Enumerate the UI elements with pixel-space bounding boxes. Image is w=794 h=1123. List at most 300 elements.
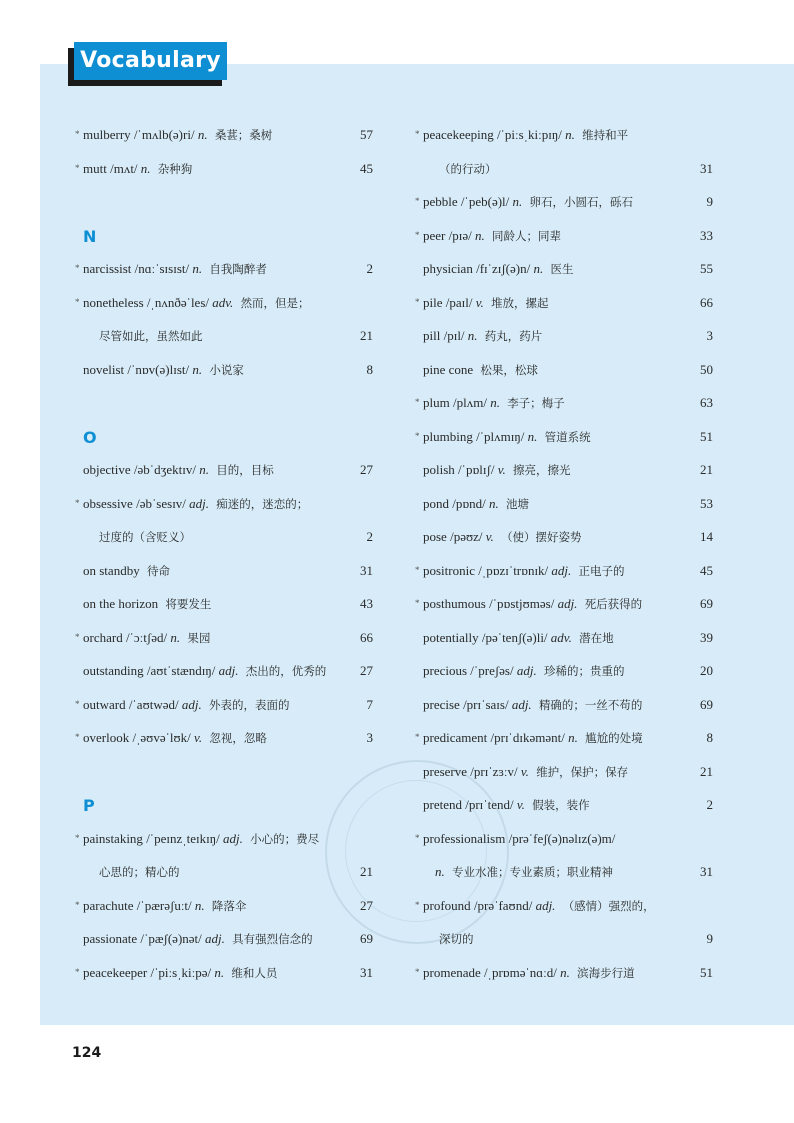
definition: 滨海步行道 (577, 965, 635, 980)
entry-text (423, 386, 565, 421)
part-of-speech: adj. (535, 897, 556, 913)
part-of-speech: adj. (511, 696, 532, 712)
definition: 外表的，表面的 (208, 697, 290, 712)
phonetic: /prəˈfaʊnd/ (473, 897, 533, 913)
phonetic: /paɪl/ (445, 294, 473, 310)
definition: 卵石，小圆石，砾石 (529, 195, 634, 209)
headword: outward (83, 696, 126, 712)
part-of-speech: adj. (205, 931, 225, 946)
key-word-marker-icon: * (415, 229, 420, 240)
phonetic: /pɪə/ (448, 227, 472, 243)
letter-heading-text: O (83, 427, 97, 447)
entry-text (423, 587, 642, 622)
phonetic: /əbˈsesɪv/ (136, 495, 186, 511)
part-of-speech: v. (485, 529, 494, 544)
phonetic: /prɪˈsaɪs/ (463, 696, 509, 712)
vocabulary-column-left (75, 118, 373, 989)
page-reference: 8 (366, 361, 373, 377)
vocabulary-entry (75, 453, 373, 487)
vocabulary-entry (75, 688, 373, 722)
phonetic: /ˈpɒlɪʃ/ (458, 462, 495, 477)
definition: 杂种狗 (157, 161, 193, 176)
vocabulary-entry (415, 219, 713, 253)
headword: overlook (83, 730, 130, 745)
vocabulary-entry (75, 152, 373, 186)
headword: physician (423, 261, 473, 276)
part-of-speech: n. (512, 194, 523, 209)
page-reference: 69 (700, 596, 713, 611)
entry-continuation (75, 319, 373, 353)
definition: 专业水准；专业素质；职业精神 (452, 865, 613, 879)
definition: 桑葚；桑树 (214, 128, 273, 142)
page-reference: 69 (700, 696, 713, 712)
headword: positronic (423, 562, 475, 578)
vocabulary-entry (415, 621, 713, 655)
page-reference: 21 (700, 763, 713, 779)
page-reference: 3 (706, 328, 713, 343)
key-word-marker-icon: * (75, 732, 80, 742)
headword: precise (423, 696, 460, 712)
part-of-speech: n. (435, 864, 445, 879)
definition: 擦亮，擦光 (513, 463, 571, 477)
key-word-marker-icon: * (75, 129, 80, 139)
phonetic: /nɑːˈsɪsɪst/ (134, 261, 190, 276)
vocabulary-entry (75, 554, 373, 588)
definition: 自我陶醉者 (209, 262, 267, 276)
phonetic: /pɪl/ (443, 328, 465, 343)
entry-text (423, 755, 628, 790)
definition: 维和人员 (231, 965, 278, 980)
phonetic: /pəˈtenʃ(ə)li/ (481, 629, 548, 645)
entry-text (83, 554, 170, 589)
part-of-speech: n. (474, 227, 485, 243)
part-of-speech: n. (565, 127, 575, 142)
definition: （感情）强烈的， (562, 898, 655, 913)
entry-text (423, 118, 628, 153)
page-reference: 7 (366, 696, 373, 712)
part-of-speech: n. (192, 261, 203, 276)
entry-text (83, 889, 246, 924)
page-title: Vocabulary (74, 42, 227, 80)
vocabulary-entry (75, 822, 373, 856)
vocabulary-entry (75, 922, 373, 956)
vocabulary-entry (415, 889, 713, 923)
headword: mulberry (83, 127, 131, 142)
headword: peacekeeper (83, 964, 148, 980)
page-reference: 45 (360, 160, 373, 176)
page-reference: 63 (700, 395, 713, 410)
vocabulary-entry (75, 654, 373, 688)
entry-text (435, 922, 474, 957)
vocabulary-entry (75, 621, 373, 655)
page-reference: 33 (700, 227, 713, 243)
page-reference: 3 (366, 730, 373, 745)
page-reference: 9 (706, 931, 713, 946)
vocabulary-entry (415, 688, 713, 722)
spacer (75, 755, 373, 789)
definition: 待命 (146, 563, 170, 578)
page-reference: 66 (360, 629, 373, 645)
entry-text (423, 353, 538, 388)
definition: 心思的；精心的 (99, 865, 180, 879)
entry-text (423, 520, 582, 555)
headword: professionalism (423, 830, 506, 846)
entry-text (423, 487, 529, 522)
headword: outstanding (83, 663, 144, 678)
phonetic: /prəˈfeʃ(ə)nəlɪz(ə)m/ (508, 830, 616, 846)
vocabulary-entry (415, 286, 713, 320)
key-word-marker-icon: * (415, 397, 420, 407)
entry-text (83, 118, 272, 153)
part-of-speech: v. (520, 763, 529, 779)
definition: 杰出的，优秀的 (245, 664, 327, 678)
phonetic: /plʌm/ (452, 395, 487, 410)
letter-heading (75, 420, 373, 454)
key-word-marker-icon: * (415, 832, 420, 843)
part-of-speech: adj. (516, 663, 537, 678)
key-word-marker-icon: * (75, 497, 80, 508)
definition: 具有强烈信念的 (232, 932, 313, 946)
page-reference: 9 (706, 194, 713, 209)
key-word-marker-icon: * (415, 296, 420, 307)
definition: 堆放，摞起 (491, 295, 549, 310)
vocabulary-entry (415, 587, 713, 621)
key-word-marker-icon: * (415, 899, 420, 910)
entry-continuation (415, 922, 713, 956)
headword: nonetheless (83, 294, 144, 310)
vocabulary-entry (415, 721, 713, 755)
definition: 药丸，药片 (484, 329, 543, 343)
page-reference: 31 (360, 964, 373, 980)
entry-continuation (75, 855, 373, 889)
definition: 池塘 (506, 496, 530, 511)
letter-heading-text: N (83, 226, 97, 246)
headword: on standby (83, 562, 140, 578)
page-reference: 55 (700, 261, 713, 276)
vocabulary-entry (415, 956, 713, 990)
page-reference: 39 (700, 629, 713, 645)
entry-text (423, 286, 549, 321)
entry-text (423, 688, 642, 723)
headword: pebble (423, 194, 458, 209)
part-of-speech: v. (475, 294, 484, 310)
page-reference: 45 (700, 562, 713, 578)
headword: pretend (423, 797, 462, 812)
headword: orchard (83, 629, 123, 645)
entry-text (83, 587, 211, 622)
vocabulary-column-right (415, 118, 713, 989)
key-word-marker-icon: * (415, 564, 420, 575)
vocabulary-entry (415, 252, 713, 286)
phonetic: /ˌprɒməˈnɑːd/ (484, 964, 557, 980)
spacer (75, 185, 373, 219)
phonetic: /ˌəʊvəˈlʊk/ (132, 730, 191, 745)
page-reference: 31 (700, 160, 713, 176)
letter-heading-text: P (83, 796, 95, 815)
vocabulary-entry (415, 654, 713, 688)
key-word-marker-icon: * (75, 899, 80, 910)
entry-continuation (415, 855, 713, 889)
page-reference: 66 (700, 294, 713, 310)
headword: painstaking (83, 830, 143, 846)
definition: 过度的（含贬义） (99, 530, 191, 544)
entry-text (95, 855, 180, 890)
phonetic: /ˈpeb(ə)l/ (460, 194, 510, 209)
key-word-marker-icon: * (415, 732, 420, 742)
definition: 潜在地 (579, 630, 614, 645)
page-reference: 27 (360, 897, 373, 913)
headword: narcissist (83, 261, 132, 276)
part-of-speech: n. (533, 261, 544, 276)
key-word-marker-icon: * (415, 196, 420, 206)
part-of-speech: n. (560, 964, 570, 980)
headword: precious (423, 663, 468, 678)
part-of-speech: n. (490, 395, 500, 410)
headword: pose (423, 529, 447, 544)
key-word-marker-icon: * (75, 263, 80, 273)
entry-text (423, 956, 635, 991)
part-of-speech: n. (140, 160, 151, 176)
part-of-speech: adv. (212, 294, 234, 310)
headword: parachute (83, 897, 134, 913)
entry-text (423, 420, 591, 455)
page-reference: 31 (700, 864, 713, 879)
part-of-speech: v. (194, 730, 203, 745)
definition: 死后获得的 (584, 597, 643, 611)
phonetic: /ˈnɒv(ə)lɪst/ (127, 361, 190, 377)
key-word-marker-icon: * (75, 162, 80, 173)
definition: 痴迷的，迷恋的； (216, 496, 309, 511)
definition: 小说家 (209, 362, 244, 377)
definition: 小心的；费尽 (250, 831, 320, 846)
key-word-marker-icon: * (415, 129, 420, 139)
headword: posthumous (423, 596, 486, 611)
letter-heading (75, 788, 373, 822)
page-reference: 50 (700, 361, 713, 377)
headword: objective (83, 462, 131, 477)
headword: pile (423, 294, 443, 310)
vocabulary-entry (75, 487, 373, 521)
entry-text (435, 152, 497, 187)
definition: 尽管如此，虽然如此 (99, 329, 203, 343)
entry-text (423, 621, 614, 656)
part-of-speech: adj. (551, 562, 572, 578)
page-reference: 21 (360, 864, 373, 879)
part-of-speech: adv. (550, 629, 572, 645)
part-of-speech: adj. (189, 495, 210, 511)
phonetic: /prɪˈzɜːv/ (470, 763, 518, 779)
entry-text (83, 822, 319, 857)
phonetic: /ˈpæʃ(ə)nət/ (140, 931, 202, 946)
key-word-marker-icon: * (415, 430, 420, 441)
page-reference: 21 (700, 462, 713, 477)
entry-text (83, 353, 244, 388)
page-reference: 31 (360, 562, 373, 578)
headword: mutt (83, 160, 107, 176)
phonetic: /fɪˈzɪʃ(ə)n/ (476, 261, 531, 276)
phonetic: /ˈpreʃəs/ (470, 663, 514, 678)
headword: promenade (423, 964, 481, 980)
phonetic: /mʌt/ (110, 160, 138, 176)
part-of-speech: n. (214, 964, 225, 980)
key-word-marker-icon: * (75, 296, 80, 307)
definition: 尴尬的处境 (585, 731, 643, 745)
page-reference: 57 (360, 127, 373, 142)
spacer (75, 386, 373, 420)
page-reference: 27 (360, 462, 373, 477)
headword: plumbing (423, 428, 473, 444)
page-reference: 69 (360, 931, 373, 946)
entry-text (83, 453, 274, 488)
part-of-speech: adj. (181, 696, 202, 712)
page-reference: 2 (366, 529, 373, 544)
phonetic: /aʊtˈstændɪŋ/ (146, 663, 216, 678)
part-of-speech: v. (516, 797, 525, 812)
vocabulary-entry (415, 386, 713, 420)
vocabulary-entry (75, 956, 373, 990)
phonetic: /ˌpɒzɪˈtrɒnɪk/ (478, 562, 549, 578)
headword: polish (423, 462, 455, 477)
definition: 果园 (187, 630, 211, 645)
vocabulary-entry (75, 353, 373, 387)
definition: 医生 (550, 262, 574, 276)
vocabulary-entry (415, 453, 713, 487)
definition: 将要发生 (165, 597, 212, 611)
key-word-marker-icon: * (415, 966, 420, 977)
definition: （使）摆好姿势 (501, 530, 582, 544)
vocabulary-entry (415, 520, 713, 554)
entry-text (423, 319, 542, 354)
vocabulary-entry (415, 420, 713, 454)
vocabulary-entry (415, 353, 713, 387)
part-of-speech: n. (197, 127, 208, 142)
entry-text (83, 621, 210, 656)
vocabulary-entry (415, 755, 713, 789)
vocabulary-entry (75, 252, 373, 286)
entry-text (435, 855, 613, 890)
phonetic: /ˈpeɪnzˌteɪkɪŋ/ (146, 830, 220, 846)
entry-text (423, 788, 590, 823)
headword: preserve (423, 763, 468, 779)
definition: 然而，但是； (240, 295, 310, 310)
vocabulary-entry (415, 822, 713, 856)
definition: 目的，目标 (216, 463, 274, 477)
vocabulary-entry (415, 319, 713, 353)
phonetic: /ˈpiːsˌkiːpɪŋ/ (496, 127, 562, 142)
part-of-speech: n. (467, 328, 478, 343)
headword: pond (423, 495, 449, 511)
headword: obsessive (83, 495, 133, 511)
vocabulary-entry (75, 118, 373, 152)
page-reference: 2 (706, 797, 713, 812)
phonetic: /prɪˈdɪkəmənt/ (490, 730, 565, 745)
entry-text (83, 956, 277, 991)
headword: peacekeeping (423, 127, 494, 142)
phonetic: /ˈaʊtwəd/ (128, 696, 179, 712)
vocabulary-entry (415, 487, 713, 521)
entry-text (423, 219, 561, 254)
vocabulary-entry (75, 889, 373, 923)
entry-continuation (75, 520, 373, 554)
key-word-marker-icon: * (75, 631, 80, 642)
entry-text (83, 922, 313, 957)
entry-text (95, 520, 191, 555)
headword: on the horizon (83, 596, 159, 611)
page-reference: 20 (700, 663, 713, 678)
phonetic: /ˌnʌnðəˈles/ (146, 294, 209, 310)
headword: pill (423, 328, 441, 343)
entry-text (423, 822, 615, 856)
definition: 管道系统 (544, 429, 591, 444)
phonetic: /ˈpærəʃuːt/ (136, 897, 192, 913)
headword: predicament (423, 730, 488, 745)
part-of-speech: n. (568, 730, 578, 745)
page-number: 124 (72, 1045, 102, 1061)
entry-text (83, 654, 326, 689)
letter-heading (75, 219, 373, 253)
entry-text (83, 487, 308, 522)
page-reference: 51 (700, 964, 713, 980)
part-of-speech: n. (527, 428, 538, 444)
key-word-marker-icon: * (75, 966, 80, 977)
headword: peer (423, 227, 446, 243)
page-reference: 2 (366, 261, 373, 276)
key-word-marker-icon: * (75, 698, 80, 709)
part-of-speech: adj. (223, 830, 243, 846)
key-word-marker-icon: * (415, 598, 420, 608)
entry-text (423, 721, 643, 756)
definition: 维持和平 (582, 128, 629, 142)
page-reference: 8 (706, 730, 713, 745)
headword: passionate (83, 931, 138, 946)
phonetic: /ˈpiːsˌkiːpə/ (150, 964, 212, 980)
definition: 忽视，忽略 (209, 731, 267, 745)
phonetic: /pəʊz/ (450, 529, 483, 544)
entry-text (423, 453, 571, 488)
key-word-marker-icon: * (75, 832, 80, 843)
headword: plum (423, 395, 450, 410)
phonetic: /ˈmʌlb(ə)ri/ (133, 127, 195, 142)
entry-text (95, 319, 203, 354)
headword: novelist (83, 361, 125, 377)
headword: potentially (423, 629, 479, 645)
part-of-speech: adj. (218, 663, 239, 678)
vocabulary-entry (75, 721, 373, 755)
page-reference: 53 (700, 495, 713, 511)
definition: 降落伞 (211, 898, 247, 913)
entry-text (423, 185, 633, 220)
part-of-speech: adj. (557, 596, 578, 611)
headword: profound (423, 897, 471, 913)
vocabulary-entry (415, 118, 713, 152)
definition: 假装，装作 (532, 798, 590, 812)
vocabulary-entry (75, 286, 373, 320)
headword: pine cone (423, 361, 474, 377)
definition: 李子；梅子 (507, 396, 565, 410)
definition: 正电子的 (578, 563, 625, 578)
vocabulary-entry (415, 554, 713, 588)
entry-text (83, 286, 310, 321)
part-of-speech: v. (497, 462, 506, 477)
page-reference: 27 (360, 663, 373, 678)
entry-text (423, 252, 573, 287)
entry-text (83, 152, 192, 187)
definition: 维护，保护；保存 (536, 764, 629, 779)
part-of-speech: n. (199, 462, 209, 477)
definition: （的行动） (439, 161, 497, 176)
part-of-speech: n. (489, 495, 499, 511)
phonetic: /pɒnd/ (452, 495, 486, 511)
